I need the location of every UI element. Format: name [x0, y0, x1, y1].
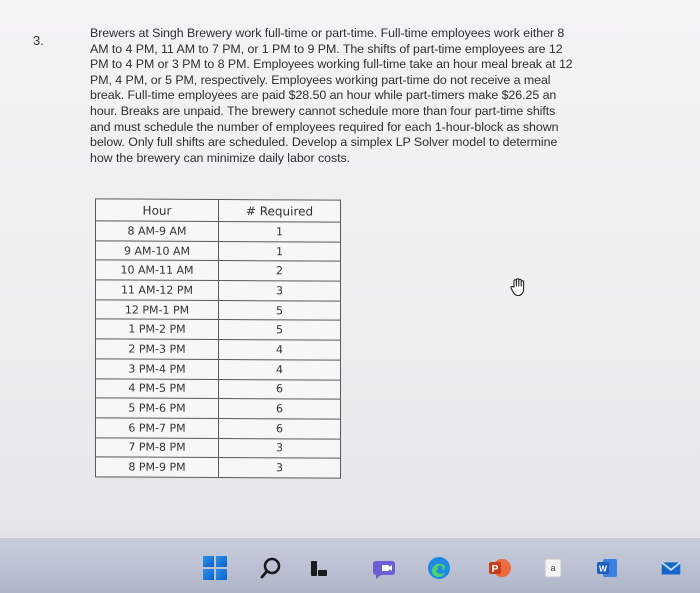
question-number: 3. — [33, 33, 44, 48]
problem-line: PM, 4 PM, or 5 PM, respectively. Employees working part-time do not receive a meal — [90, 72, 551, 87]
hour-cell: 8 AM-9 AM — [96, 221, 219, 241]
table-row — [96, 260, 341, 281]
hour-cell: 2 PM-3 PM — [96, 339, 219, 359]
table-row — [96, 241, 341, 262]
hour-cell: 8 PM-9 PM — [96, 457, 219, 477]
powerpoint-icon[interactable] — [486, 555, 512, 581]
powerpoint-letter: P — [491, 564, 499, 575]
table-row — [96, 221, 341, 242]
table-row — [96, 280, 341, 301]
table-header-row — [96, 199, 341, 222]
hand-pointer-icon — [508, 276, 530, 303]
word-letter: W — [598, 563, 608, 574]
hour-cell: 1 PM-2 PM — [96, 319, 219, 339]
table-row — [96, 398, 341, 419]
hour-cell: 5 PM-6 PM — [96, 398, 219, 418]
problem-line: below. Only full shifts are scheduled. Develop a simplex LP Solver model to determine — [90, 135, 558, 150]
required-cell: 3 — [219, 438, 341, 458]
hour-cell: 4 PM-5 PM — [96, 378, 219, 398]
hour-cell: 9 AM-10 AM — [96, 241, 219, 261]
required-cell: 1 — [219, 241, 341, 261]
required-cell: 4 — [219, 340, 341, 360]
edge-browser-icon[interactable] — [426, 555, 452, 581]
hour-cell: 12 PM-1 PM — [96, 300, 219, 320]
hour-cell: 7 PM-8 PM — [96, 437, 219, 457]
problem-line: hour. Breaks are unpaid. The brewery cannot schedule more than four part-time shifts — [90, 103, 556, 118]
table-row — [96, 300, 341, 321]
staffing-requirements-table — [95, 198, 341, 478]
problem-line: how the brewery can minimize daily labor costs. — [90, 150, 351, 165]
required-cell: 6 — [219, 418, 341, 438]
problem-line: AM to 4 PM, 11 AM to 7 PM, or 1 PM to 9 PM. The shifts of part-time employees are 12 — [90, 41, 563, 56]
required-cell: 3 — [219, 281, 341, 301]
problem-line: and must schedule the number of employees required for each 1-hour-block as shown — [90, 119, 559, 134]
word-icon[interactable] — [594, 555, 620, 581]
required-cell: 6 — [219, 379, 341, 399]
table-row — [96, 319, 341, 340]
hour-cell: 11 AM-12 PM — [96, 280, 219, 300]
table-row — [96, 359, 341, 380]
mail-icon[interactable] — [658, 555, 684, 581]
chat-icon[interactable] — [372, 555, 398, 581]
hour-cell: 10 AM-11 AM — [96, 260, 219, 280]
required-cell: 6 — [219, 399, 341, 419]
required-cell: 4 — [219, 359, 341, 379]
table-row — [96, 378, 341, 399]
table-row — [96, 418, 341, 439]
required-cell: 5 — [219, 320, 341, 340]
problem-statement — [90, 26, 665, 166]
problem-line: PM to 4 PM or 3 PM to 8 PM. Employees working full-time take an hour meal break at 12 — [90, 57, 573, 72]
header-required: # Required — [219, 200, 341, 223]
hour-cell: 6 PM-7 PM — [96, 418, 219, 438]
table-row — [96, 339, 341, 360]
problem-line: Brewers at Singh Brewery work full-time or part-time. Full-time employees work either 8 — [90, 26, 565, 40]
hour-cell: 3 PM-4 PM — [96, 359, 219, 379]
required-cell: 2 — [219, 261, 341, 281]
windows-start-icon[interactable] — [202, 555, 228, 581]
table-row — [96, 437, 341, 458]
notes-icon[interactable] — [540, 555, 566, 581]
required-cell: 5 — [219, 300, 341, 320]
notes-letter: a — [550, 563, 556, 573]
search-icon[interactable] — [258, 555, 284, 581]
table-row — [96, 457, 341, 478]
task-view-icon[interactable] — [306, 555, 332, 581]
required-cell: 1 — [219, 222, 341, 242]
required-cell: 3 — [219, 458, 341, 478]
problem-line: break. Full-time employees are paid $28.50 an hour while part-timers make $26.25 an — [90, 88, 557, 103]
header-hour: Hour — [96, 199, 219, 222]
